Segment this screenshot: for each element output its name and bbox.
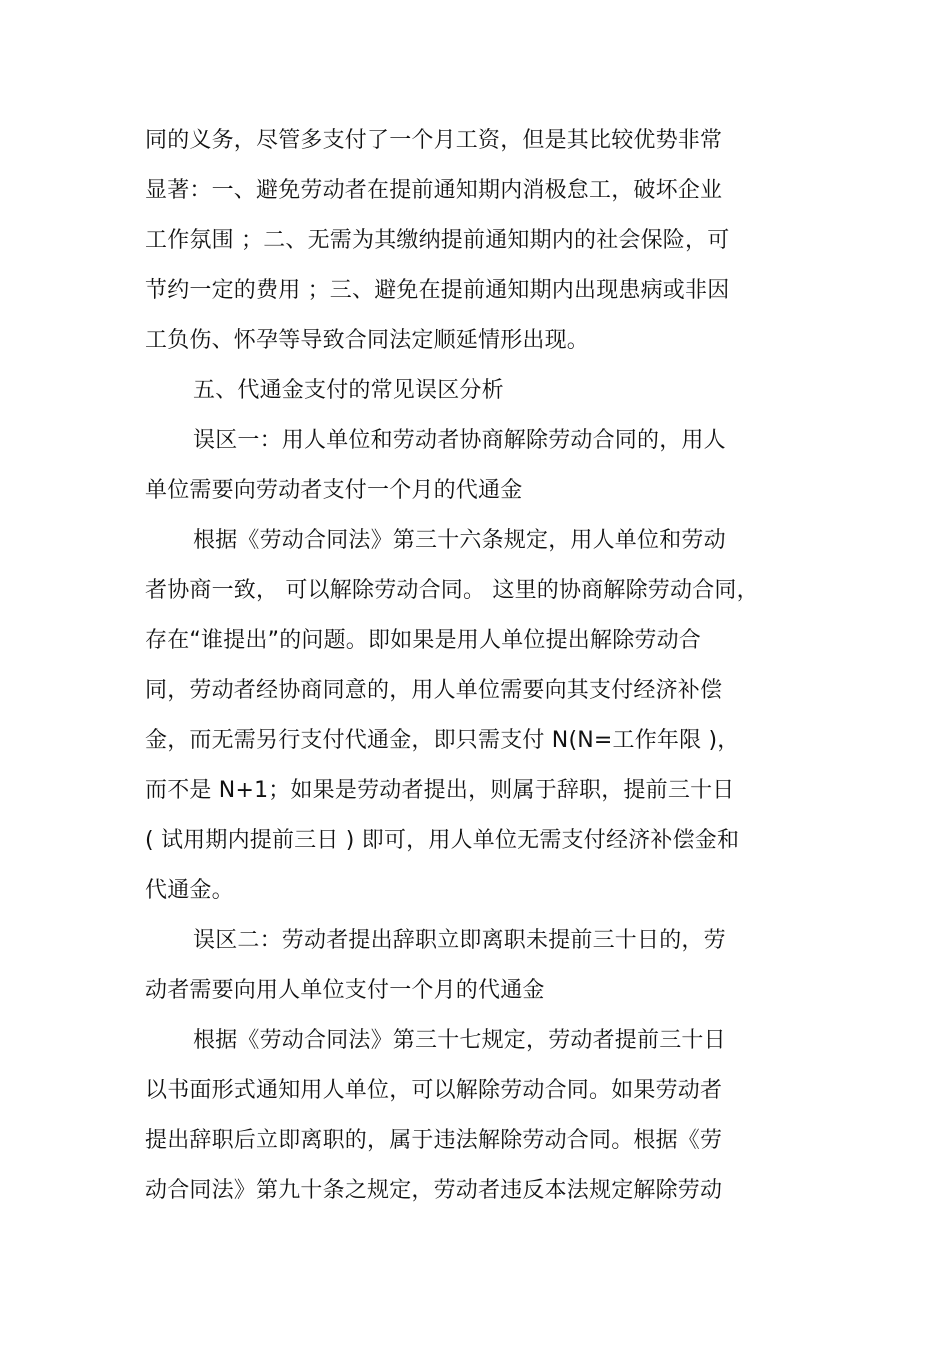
text-line: 存在“谁提出”的问题。即如果是用人单位提出解除劳动合	[145, 628, 701, 653]
text-line: ( 试用期内提前三日 ) 即可，用人单位无需支付经济补偿金和	[145, 828, 740, 853]
text-line: 工作氛围 ；二、无需为其缴纳提前通知期内的社会保险，可	[145, 228, 730, 253]
paragraph-first-line: 误区二：劳动者提出辞职立即离职未提前三十日的，劳	[193, 928, 726, 953]
text-line: 动合同法》第九十条之规定，劳动者违反本法规定解除劳动	[145, 1178, 723, 1203]
text-line: 单位需要向劳动者支付一个月的代通金	[145, 478, 523, 503]
text-line: 代通金。	[145, 878, 234, 903]
text-line: 提出辞职后立即离职的，属于违法解除劳动合同。根据《劳	[145, 1128, 723, 1153]
text-line: 以书面形式通知用人单位，可以解除劳动合同。如果劳动者	[145, 1078, 723, 1103]
text-line: 同，劳动者经协商同意的，用人单位需要向其支付经济补偿	[145, 678, 723, 703]
text-line: 金，而无需另行支付代通金，即只需支付 N(N=工作年限 )，	[145, 728, 740, 753]
text-line: 显著：一、避免劳动者在提前通知期内消极怠工，破坏企业	[145, 178, 723, 203]
text-line: 工负伤、怀孕等导致合同法定顺延情形出现。	[145, 328, 590, 353]
text-line: 同的义务，尽管多支付了一个月工资，但是其比较优势非常	[145, 128, 723, 153]
paragraph-first-line: 根据《劳动合同法》第三十六条规定，用人单位和劳动	[193, 528, 726, 553]
text-line: 动者需要向用人单位支付一个月的代通金	[145, 978, 545, 1003]
text-line: 而不是 N+1；如果是劳动者提出，则属于辞职，提前三十日	[145, 778, 735, 803]
paragraph-first-line: 根据《劳动合同法》第三十七规定，劳动者提前三十日	[193, 1028, 726, 1053]
text-line: 者协商一致， 可以解除劳动合同。 这里的协商解除劳动合同，	[145, 578, 759, 603]
paragraph-first-line: 误区一：用人单位和劳动者协商解除劳动合同的，用人	[193, 428, 726, 453]
text-line: 节约一定的费用 ；三、避免在提前通知期内出现患病或非因	[145, 278, 730, 303]
section-heading: 五、代通金支付的常见误区分析	[193, 378, 504, 403]
